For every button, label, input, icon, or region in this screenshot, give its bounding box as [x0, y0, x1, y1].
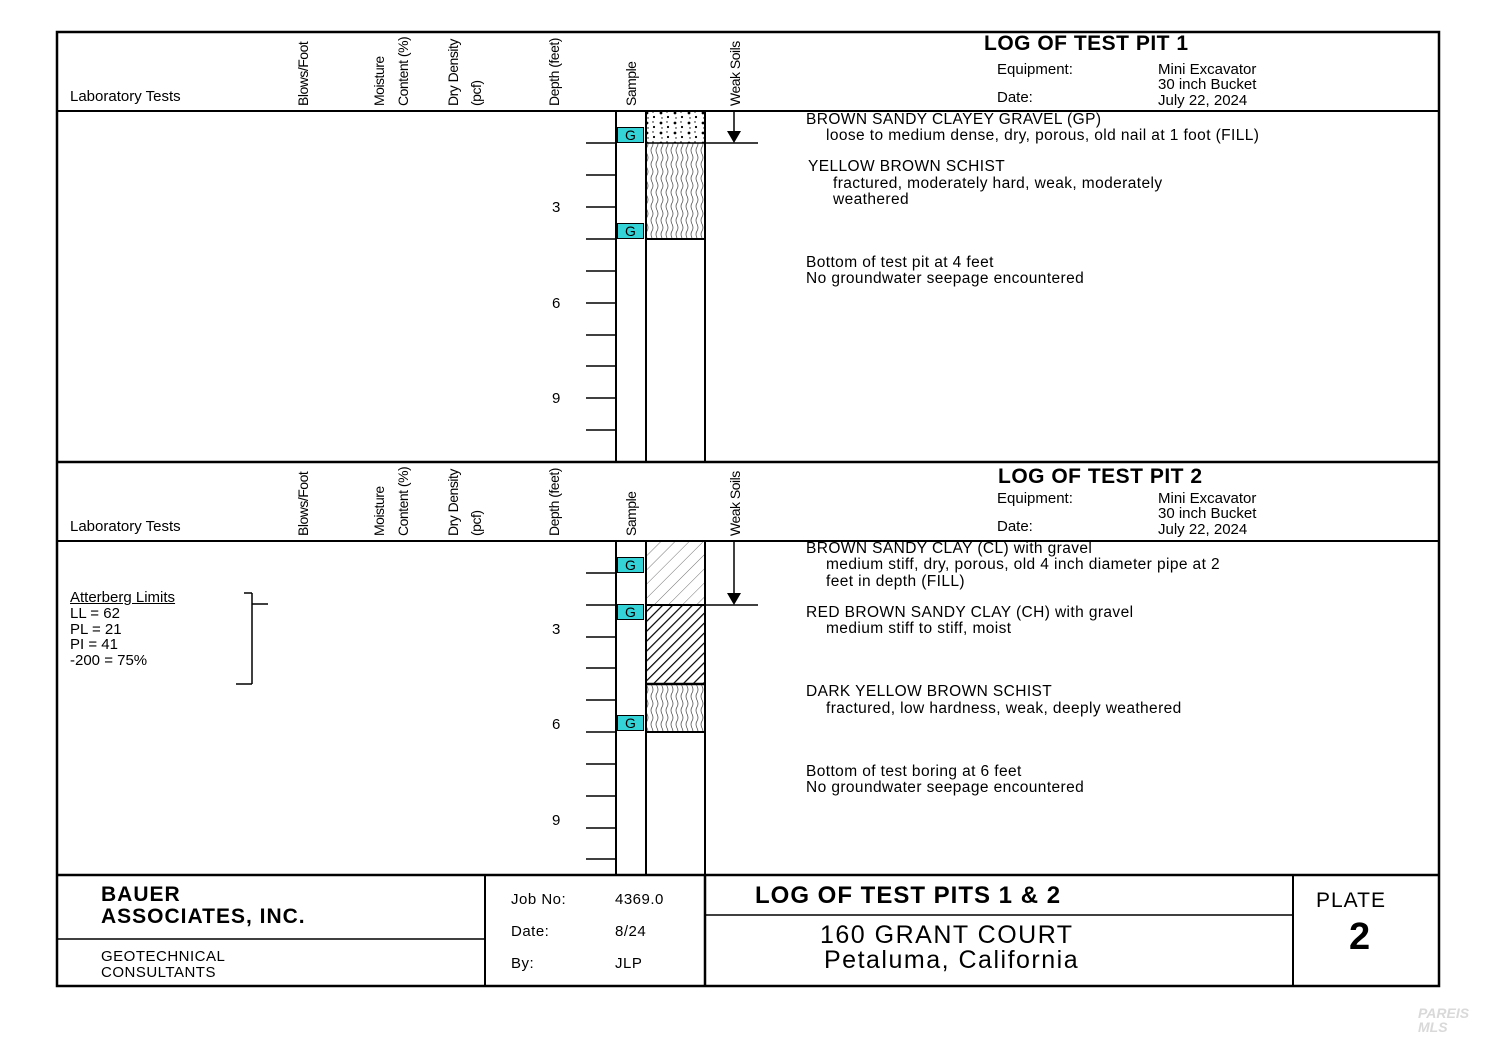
pit2-layer-red-clay — [647, 605, 704, 684]
pit1-layer2-desc-1: fractured, moderately hard, weak, moderately — [833, 175, 1163, 192]
pit1-layer-gravel — [647, 112, 704, 143]
pit1-layer1-title: BROWN SANDY CLAYEY GRAVEL (GP) — [806, 111, 1102, 128]
pit1-density-header-1: Dry Density — [445, 39, 461, 106]
address-line-1: 160 GRANT COURT — [820, 921, 1074, 949]
atterberg-pl: PL = 21 — [70, 621, 122, 638]
atterberg-pi: PI = 41 — [70, 636, 118, 653]
pit2-date-value: July 22, 2024 — [1158, 521, 1248, 538]
pit2-weak-soils-header: Weak Soils — [727, 471, 743, 536]
pit2-layer2-desc: medium stiff to stiff, moist — [826, 620, 1012, 637]
tb-by-value: JLP — [615, 955, 643, 972]
pit1-depth-header: Depth (feet) — [546, 38, 562, 106]
job-no-value: 4369.0 — [615, 891, 664, 908]
pit2-depth-6: 6 — [552, 716, 561, 733]
pit1-equipment-value-2: 30 inch Bucket — [1158, 76, 1257, 93]
pit2-equipment-value-1: Mini Excavator — [1158, 490, 1257, 507]
pit1-density-header-2: (pcf) — [468, 80, 484, 106]
pit1-date-label: Date: — [997, 89, 1033, 106]
pit2-sample-badge-2: G — [617, 604, 644, 620]
pit1-depth-6: 6 — [552, 295, 561, 312]
pit2-depth-9: 9 — [552, 812, 561, 829]
pit1-equipment-value-1: Mini Excavator — [1158, 61, 1257, 78]
pit2-sample-badge-3: G — [617, 715, 644, 731]
pit2-layer1-desc-1: medium stiff, dry, porous, old 4 inch diameter pipe at 2 — [826, 556, 1221, 573]
pit2-bottom-note-1: Bottom of test boring at 6 feet — [806, 763, 1022, 780]
pit2-moisture-header-1: Moisture — [371, 486, 387, 536]
atterberg-fines: -200 = 75% — [70, 652, 148, 669]
pit1-sample-badge-1: G — [617, 127, 644, 143]
pit2-blows-header: Blows/Foot — [295, 471, 311, 536]
pit1-layer-schist — [647, 143, 704, 239]
mls-watermark-logo: PAREIS MLS — [1418, 1005, 1470, 1035]
pit2-bottom-note-2: No groundwater seepage encountered — [806, 779, 1085, 796]
pit1-blows-header: Blows/Foot — [295, 41, 311, 106]
pit1-sample-badge-2: G — [617, 223, 644, 239]
pit1-sample-header: Sample — [623, 61, 639, 106]
pit2-sample-header: Sample — [623, 491, 639, 536]
company-name-2: ASSOCIATES, INC. — [101, 905, 306, 928]
pit2-layer1-title: BROWN SANDY CLAY (CL) with gravel — [806, 540, 1093, 557]
pit1-layer2-desc-2: weathered — [833, 191, 909, 208]
pit1-lab-tests-header: Laboratory Tests — [70, 88, 181, 105]
pit1-moisture-header-2: Content (%) — [395, 36, 411, 106]
pit1-depth-3: 3 — [552, 199, 561, 216]
pit2-layer2-title: RED BROWN SANDY CLAY (CH) with gravel — [806, 604, 1134, 621]
tb-by-label: By: — [511, 955, 535, 972]
pit1-equipment-label: Equipment: — [997, 61, 1073, 78]
pit1-bottom-note-1: Bottom of test pit at 4 feet — [806, 254, 994, 271]
plate-label: PLATE — [1316, 889, 1386, 912]
atterberg-heading: Atterberg Limits — [70, 589, 176, 606]
pit2-moisture-header-2: Content (%) — [395, 466, 411, 536]
pit1-depth-9: 9 — [552, 390, 561, 407]
pit1-title: LOG OF TEST PIT 1 — [984, 32, 1189, 55]
pit2-date-label: Date: — [997, 518, 1033, 535]
pit2-title: LOG OF TEST PIT 2 — [998, 465, 1203, 488]
tb-date-label: Date: — [511, 923, 550, 940]
atterberg-ll: LL = 62 — [70, 605, 120, 622]
pit2-equipment-value-2: 30 inch Bucket — [1158, 505, 1257, 522]
pit1-moisture-header-1: Moisture — [371, 56, 387, 106]
company-name-1: BAUER — [101, 883, 181, 906]
pit1-date-value: July 22, 2024 — [1158, 92, 1248, 109]
pit2-layer1-desc-2: feet in depth (FILL) — [826, 573, 965, 590]
pit2-layer-schist — [647, 684, 704, 732]
company-dept-1: GEOTECHNICAL — [101, 948, 226, 965]
pit2-layer3-title: DARK YELLOW BROWN SCHIST — [806, 683, 1053, 700]
pit2-density-header-2: (pcf) — [468, 510, 484, 536]
pit2-equipment-label: Equipment: — [997, 490, 1073, 507]
address-line-2: Petaluma, California — [824, 946, 1080, 974]
pit1-layer1-desc: loose to medium dense, dry, porous, old nail at 1 foot (FILL) — [826, 127, 1260, 144]
pit2-lab-tests-header: Laboratory Tests — [70, 518, 181, 535]
tb-date-value: 8/24 — [615, 923, 647, 940]
pit1-weak-soils-header: Weak Soils — [727, 41, 743, 106]
document-title: LOG OF TEST PITS 1 & 2 — [755, 882, 1062, 909]
pit1-layer2-title: YELLOW BROWN SCHIST — [808, 158, 1006, 175]
pit2-layer3-desc: fractured, low hardness, weak, deeply weathered — [826, 700, 1182, 717]
job-no-label: Job No: — [511, 891, 567, 908]
pit2-sample-badge-1: G — [617, 557, 644, 573]
pit2-density-header-1: Dry Density — [445, 469, 461, 536]
pit2-depth-header: Depth (feet) — [546, 468, 562, 536]
pit2-layer-clay — [647, 542, 704, 605]
pit1-bottom-note-2: No groundwater seepage encountered — [806, 270, 1085, 287]
plate-number: 2 — [1349, 916, 1371, 958]
pit2-depth-3: 3 — [552, 621, 561, 638]
company-dept-2: CONSULTANTS — [101, 964, 216, 981]
